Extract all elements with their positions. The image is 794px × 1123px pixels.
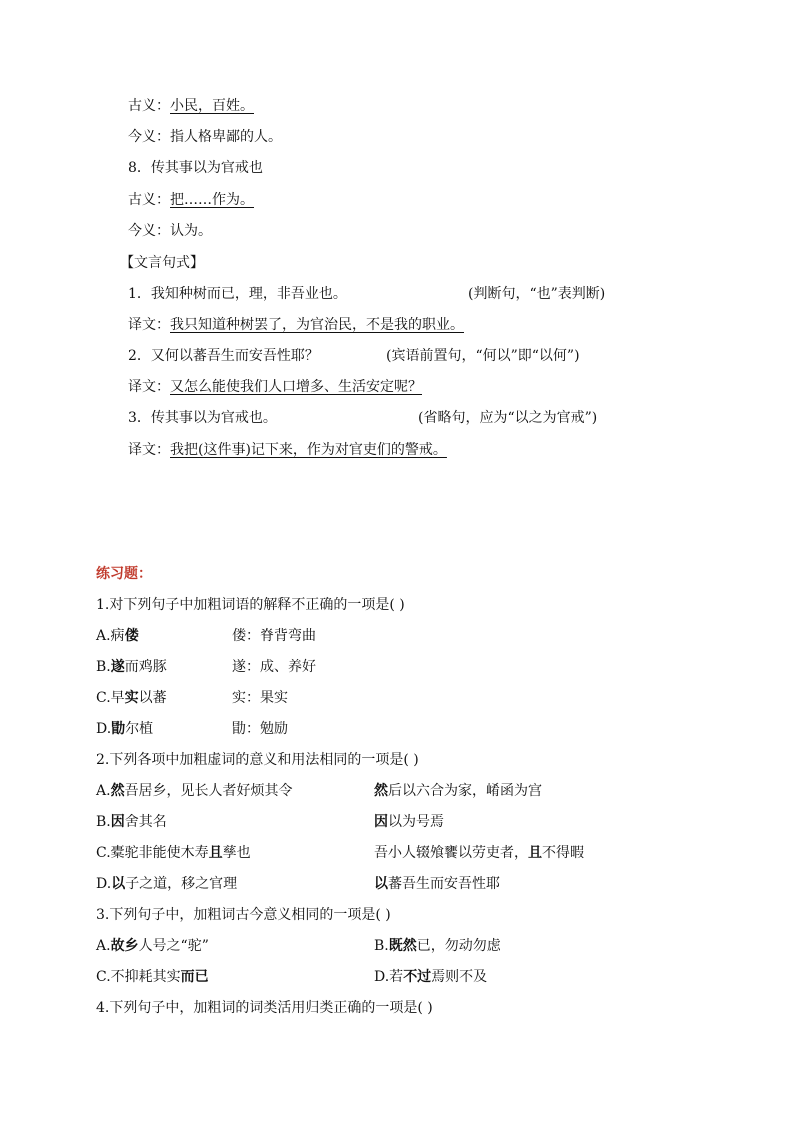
question-2-stem: 2.下列各项中加粗虚词的意义和用法相同的一项是( ) [96, 752, 419, 768]
option-text: B. [374, 938, 389, 954]
translation-2 [128, 377, 422, 397]
option-text: 已，勿动勿虑 [416, 938, 501, 954]
q1-option-d-expl: 勖：勉励 [232, 721, 288, 737]
gloss-text: 小民，百姓。 [170, 98, 254, 114]
q1-option-d [96, 719, 153, 739]
option-text: D. [96, 876, 112, 892]
q1-option-b [96, 657, 167, 677]
option-text: 蕃吾生而安吾性耶 [388, 876, 500, 892]
translation-text: 我把(这件事)记下来，作为对官吏们的警戒。 [170, 442, 447, 458]
bold-word: 且 [208, 845, 223, 861]
practice-title: 练习题： [96, 566, 152, 582]
q1-option-a-expl: 偻：脊背弯曲 [232, 628, 316, 644]
q1-option-b-expl: 遂：成、养好 [232, 659, 316, 675]
bold-word: 然 [110, 783, 125, 799]
bold-word: 不过 [403, 969, 432, 985]
translation-label: 译文： [128, 442, 170, 458]
gloss-text: 认为。 [170, 223, 212, 239]
sentence-1-note: (判断句，“也”表判断) [468, 286, 606, 302]
option-text: D.若 [374, 969, 404, 985]
gloss-text: 指人格卑鄙的人。 [170, 129, 282, 145]
option-text: A. [96, 938, 111, 954]
q2-option-a-right [374, 781, 542, 801]
translation-text: 又怎么能使我们人口增多、生活安定呢？ [170, 379, 422, 395]
question-3-stem: 3.下列句子中，加粗词古今意义相同的一项是( ) [96, 907, 391, 923]
q2-option-d-right [374, 874, 500, 894]
gloss-label: 今义： [128, 129, 170, 145]
option-text: 舍其名 [124, 814, 167, 830]
option-text: 吾小人辍飧饔以劳吏者， [374, 845, 528, 861]
sentence-3-note: (省略句，应为“以之为官戒”) [418, 410, 598, 426]
gloss-label: 今义： [128, 223, 170, 239]
bold-word: 偻 [124, 628, 139, 644]
bold-word: 因 [110, 814, 125, 830]
sentence-2-note: (宾语前置句，“何以”即“以何”) [386, 348, 580, 364]
section-title: 【文言句式】 [120, 255, 204, 271]
option-text: 尔植 [125, 721, 154, 737]
option-text: B. [96, 814, 111, 830]
option-text: 而鸡豚 [124, 659, 167, 675]
gloss-label: 古义： [128, 98, 170, 114]
bold-word: 既然 [388, 938, 417, 954]
q1-option-c [96, 688, 167, 708]
gloss-line-1 [128, 96, 254, 116]
bold-word: 因 [374, 814, 388, 830]
q2-option-d [96, 874, 237, 894]
option-text: A.病 [96, 628, 125, 644]
translation-label: 译文： [128, 317, 170, 333]
question-4-stem: 4.下列句子中，加粗词的词类活用归类正确的一项是( ) [96, 1000, 433, 1016]
question-1-stem: 1.对下列句子中加粗词语的解释不正确的一项是( ) [96, 597, 405, 613]
q1-option-c-expl: 实：果实 [232, 690, 288, 706]
gloss-label: 古义： [128, 192, 170, 208]
gloss-line-4 [128, 190, 254, 210]
option-text: B. [96, 659, 111, 675]
sentence-3: 3．传其事以为官戒也。 [128, 410, 277, 426]
q1-option-a [96, 626, 139, 646]
bold-word: 实 [124, 690, 139, 706]
sentence-2: 2．又何以蕃吾生而安吾性耶？ [128, 348, 319, 364]
bold-word: 然 [374, 783, 388, 799]
bold-word: 以 [374, 876, 388, 892]
option-text: D. [96, 721, 112, 737]
q2-option-c [96, 843, 251, 863]
translation-label: 译文： [128, 379, 170, 395]
option-text: 人号之“驼” [138, 938, 209, 954]
option-text: C.橐驼非能使木寿 [96, 845, 209, 861]
option-text: A. [96, 783, 111, 799]
option-text: 不得暇 [542, 845, 584, 861]
q3-option-b [374, 936, 501, 956]
bold-word: 勖 [111, 721, 126, 737]
q3-option-c [96, 967, 209, 987]
bold-word: 以 [111, 876, 126, 892]
q3-option-a [96, 936, 209, 956]
translation-3 [128, 440, 447, 460]
q2-option-b [96, 812, 167, 832]
bold-word: 遂 [110, 659, 125, 675]
option-text: 以蕃 [138, 690, 167, 706]
bold-word: 而已 [180, 969, 209, 985]
translation-text: 我只知道种树罢了，为官治民，不是我的职业。 [170, 317, 464, 333]
option-text: 焉则不及 [431, 969, 488, 985]
q2-option-c-right [374, 843, 584, 863]
option-text: 吾居乡，见长人者好烦其令 [124, 783, 293, 799]
translation-1 [128, 315, 464, 335]
q2-option-a [96, 781, 293, 801]
gloss-line-2 [128, 127, 282, 147]
bold-word: 故乡 [110, 938, 139, 954]
gloss-text: 把……作为。 [170, 192, 254, 208]
q2-option-b-right [374, 812, 444, 832]
option-text: 子之道，移之官理 [125, 876, 238, 892]
option-text: 孳也 [222, 845, 251, 861]
option-text: C.不抑耗其实 [96, 969, 181, 985]
option-text: C.早 [96, 690, 125, 706]
q3-option-d [374, 967, 487, 987]
gloss-line-5 [128, 221, 212, 241]
gloss-text: 8．传其事以为官戒也 [128, 160, 263, 176]
sentence-1: 1．我知种树而已，理，非吾业也。 [128, 286, 347, 302]
bold-word: 且 [528, 845, 542, 861]
option-text: 后以六合为家，崤函为宫 [388, 783, 542, 799]
option-text: 以为号焉 [388, 814, 444, 830]
gloss-line-3 [128, 158, 263, 178]
